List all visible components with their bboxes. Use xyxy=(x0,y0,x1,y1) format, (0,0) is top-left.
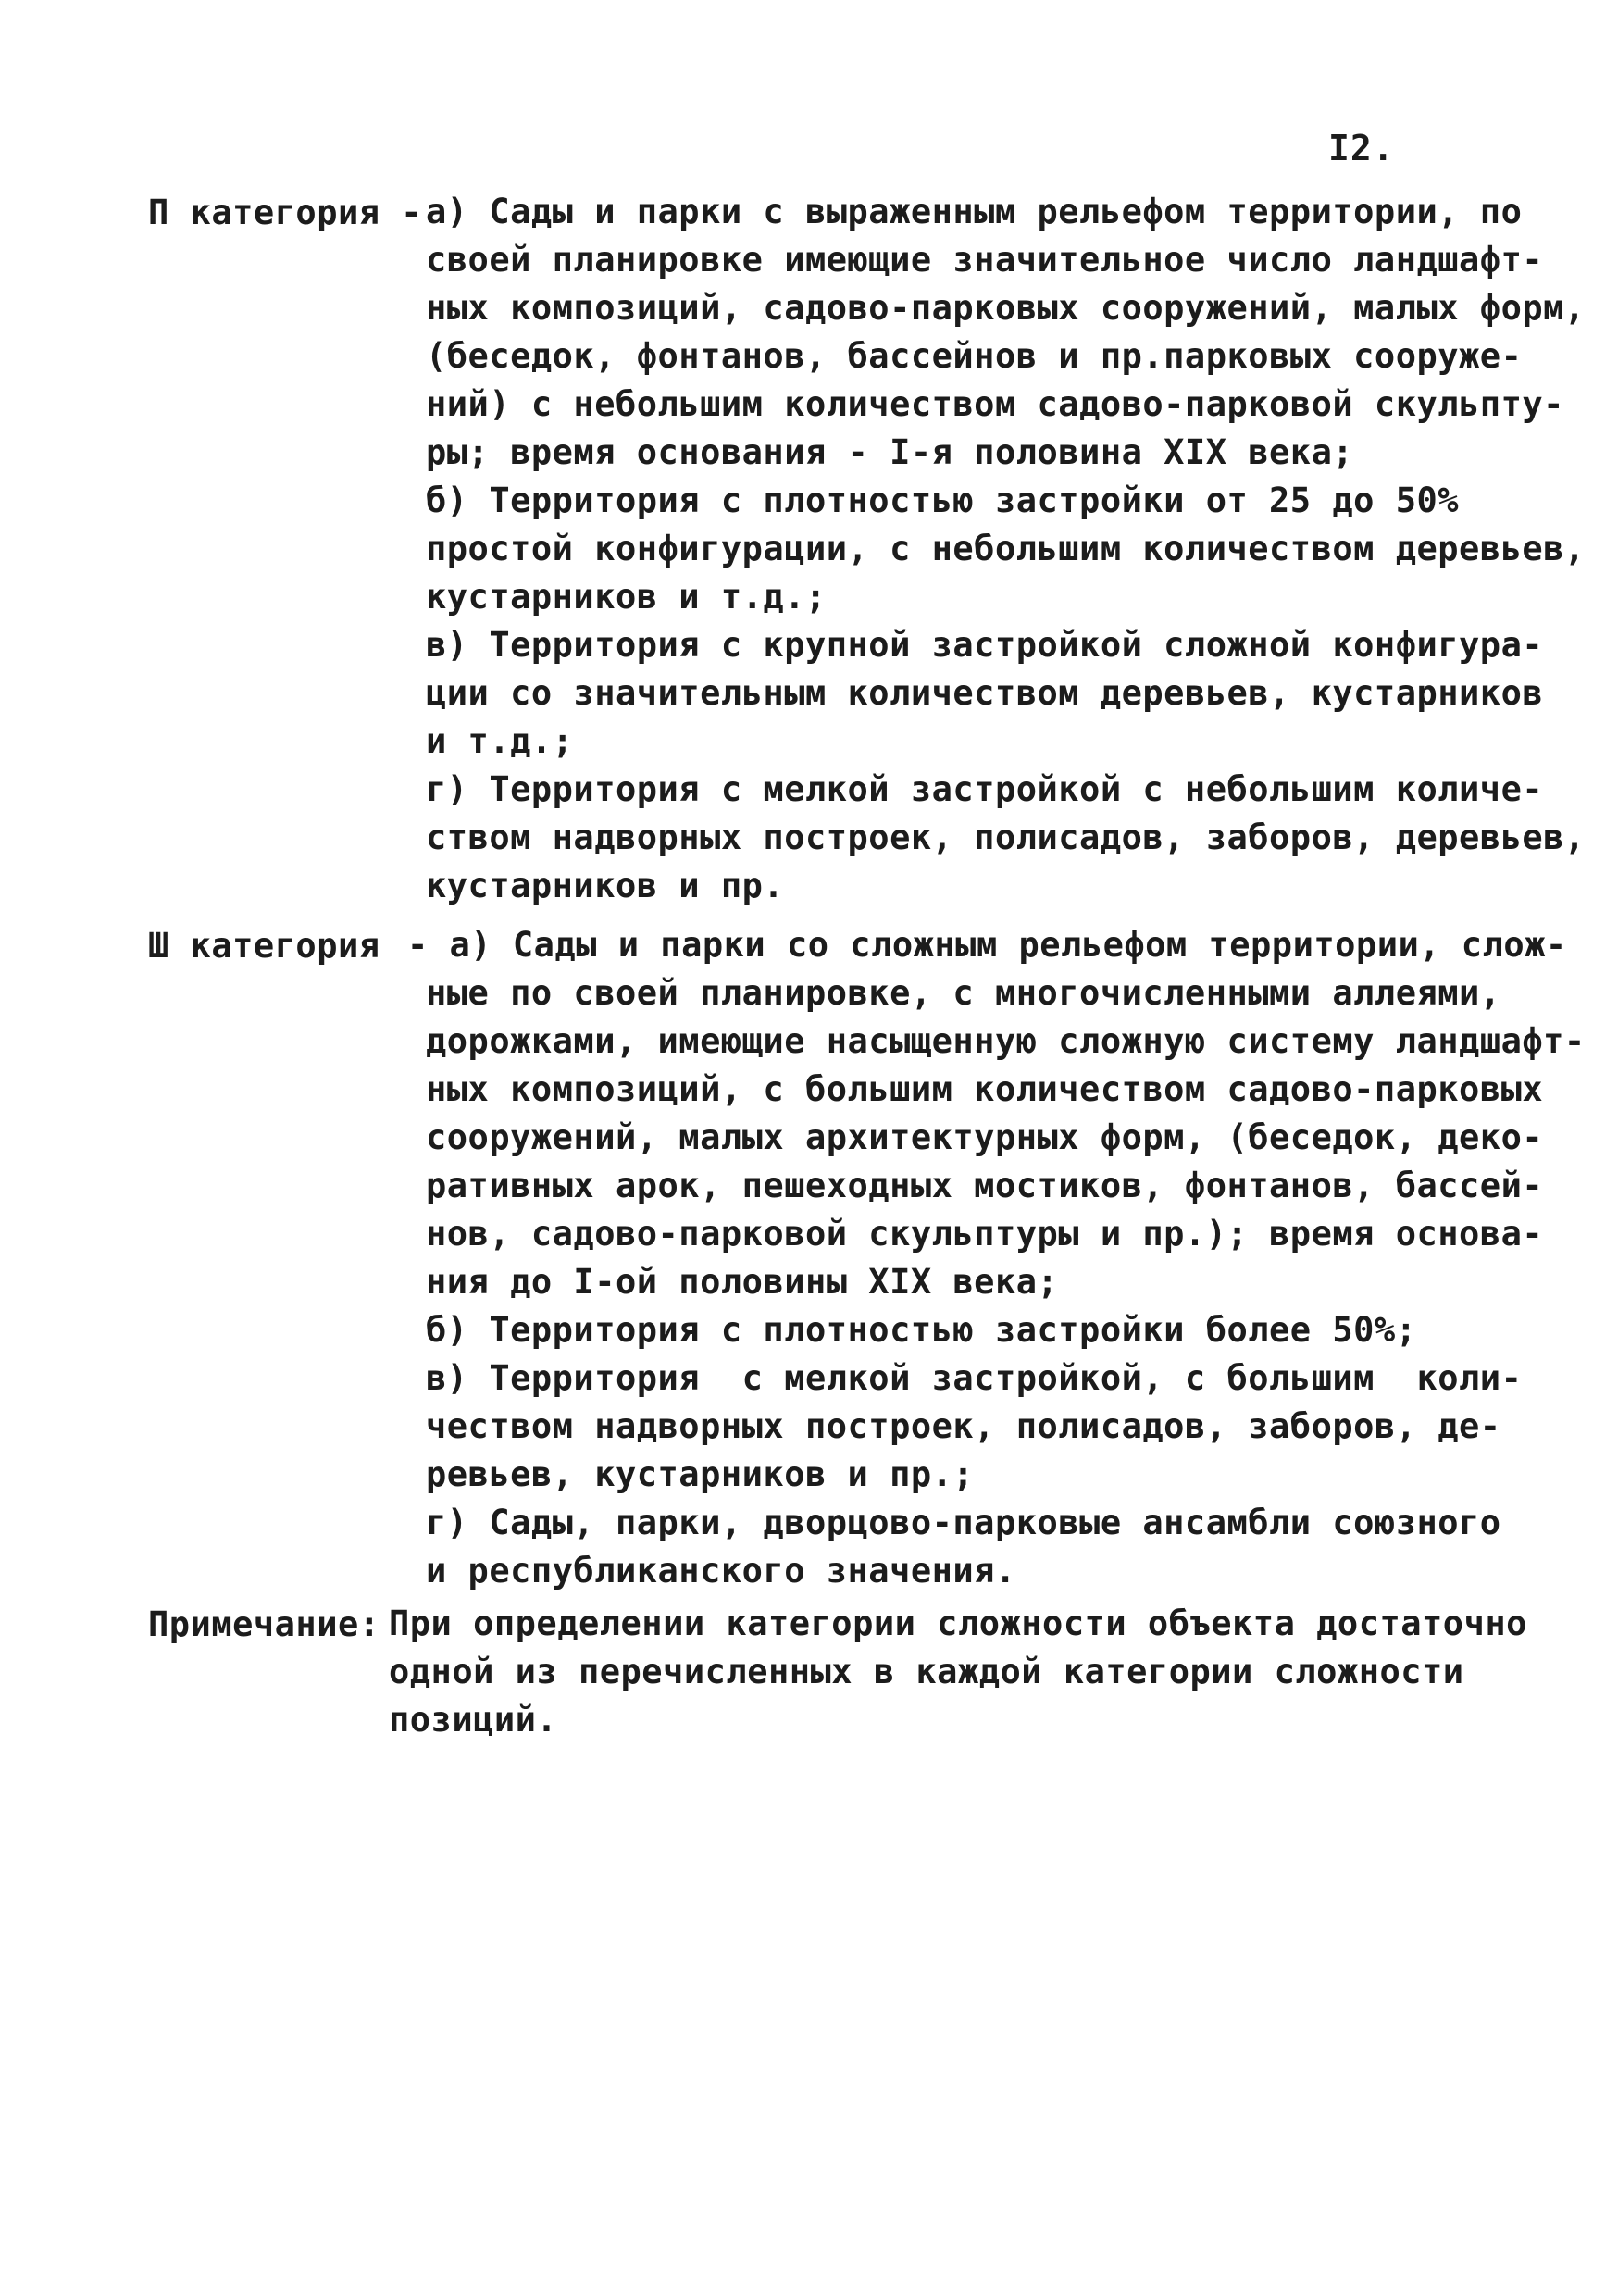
category-3-line: ревьев, кустарников и пр.; xyxy=(426,1454,975,1494)
category-3-line: г) Сады, парки, дворцово-парковые ансамбли союзного xyxy=(426,1503,1501,1542)
category-3-label: Ш категория xyxy=(148,926,402,966)
category-2-line: и т.д.; xyxy=(426,721,574,761)
category-2-line: ством надворных построек, полисадов, заборов, деревьев, xyxy=(426,817,1586,857)
category-2-line: простой конфигурации, с небольшим количеством деревьев, xyxy=(426,529,1586,568)
category-2-line: г) Территория с мелкой застройкой с небольшим количе- xyxy=(426,769,1544,809)
note-line: При определении категории сложности объекта достаточно xyxy=(389,1603,1527,1643)
category-2-line: в) Территория с крупной застройкой сложной конфигура- xyxy=(426,625,1544,665)
category-2-line: ции со значительным количеством деревьев, кустарников xyxy=(426,673,1544,713)
category-2-line: ры; время основания - I-я половина XIX века; xyxy=(426,432,1354,472)
category-3-line: сооружений, малых архитектурных форм, (беседок, деко- xyxy=(426,1117,1544,1157)
category-2-line: (беседок, фонтанов, бассейнов и пр.парковых сооруже- xyxy=(426,336,1523,376)
category-3-line: ния до I-ой половины XIX века; xyxy=(426,1262,1059,1302)
category-3-line: в) Территория с мелкой застройкой, с большим коли- xyxy=(426,1358,1523,1398)
category-2-line: б) Территория с плотностью застройки от 25 до 50% xyxy=(426,480,1460,520)
category-2-line: кустарников и т.д.; xyxy=(426,577,827,617)
page-number: I2. xyxy=(1328,128,1395,168)
category-3-line: ративных арок, пешеходных мостиков, фонтанов, бассей- xyxy=(426,1166,1544,1205)
category-3-line: ные по своей планировке, с многочисленными аллеями, xyxy=(426,973,1501,1013)
category-3-line: чеством надворных построек, полисадов, заборов, де- xyxy=(426,1406,1501,1446)
category-3-line: - а) Сады и парки со сложным рельефом территории, слож- xyxy=(407,925,1567,965)
category-2-line: а) Сады и парки с выраженным рельефом территории, по xyxy=(426,192,1523,231)
category-3-line: и республиканского значения. xyxy=(426,1551,1016,1591)
category-2-line: ний) с небольшим количеством садово-парковой скульпту- xyxy=(426,384,1564,424)
category-2-line: ных композиций, садово-парковых сооружений, малых форм, xyxy=(426,288,1586,328)
category-2-line: своей планировке имеющие значительное число ландшафт- xyxy=(426,240,1544,280)
category-3-line: ных композиций, с большим количеством садово-парковых xyxy=(426,1069,1544,1109)
note-label: Примечание: xyxy=(148,1604,402,1644)
category-2-label: П категория - xyxy=(148,193,443,232)
note-line: позиций. xyxy=(389,1700,558,1740)
category-3-line: нов, садово-парковой скульптуры и пр.); время основа- xyxy=(426,1214,1544,1254)
category-3-line: дорожками, имеющие насыщенную сложную систему ландшафт- xyxy=(426,1021,1586,1061)
category-3-line: б) Территория с плотностью застройки более 50%; xyxy=(426,1310,1417,1350)
category-2-line: кустарников и пр. xyxy=(426,866,785,905)
note-line: одной из перечисленных в каждой категории сложности xyxy=(389,1652,1464,1691)
